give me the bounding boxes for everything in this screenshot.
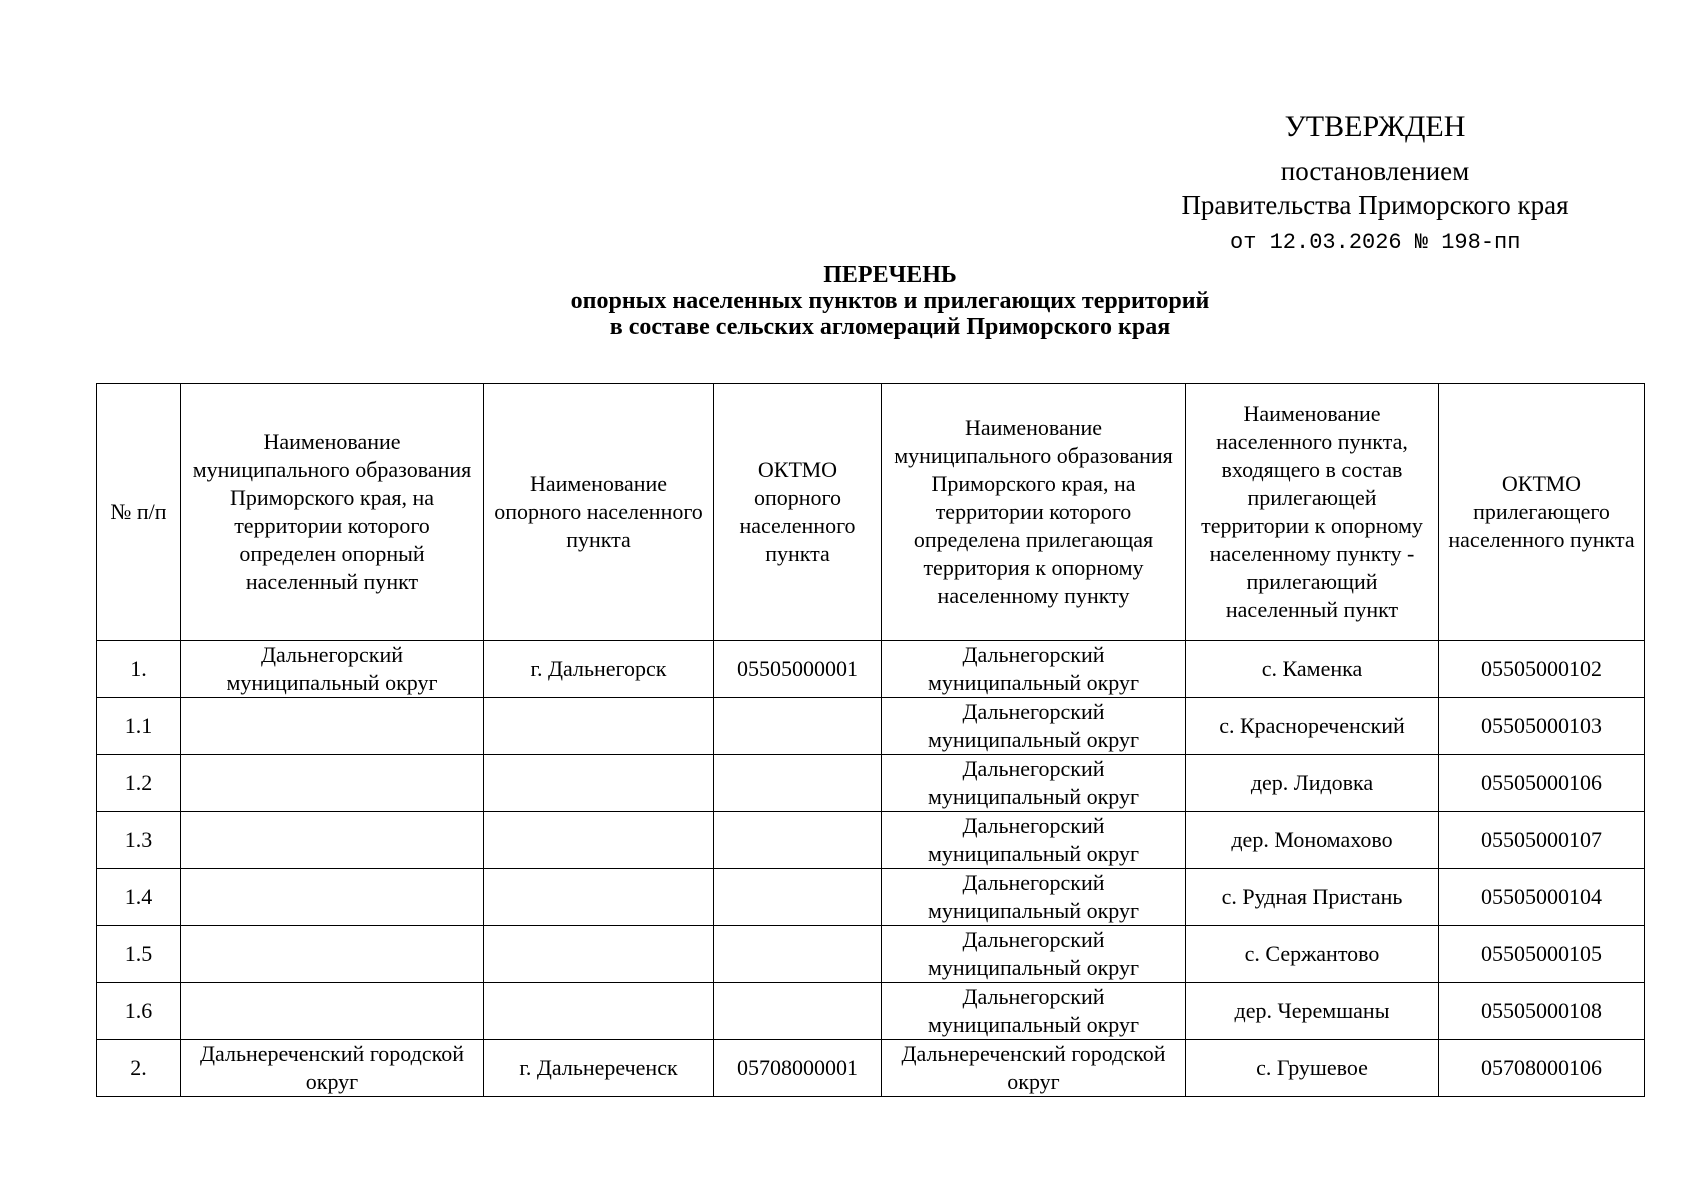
cell-num: 1. — [97, 641, 181, 698]
cell-num: 2. — [97, 1040, 181, 1097]
cell-adjacent-name: дер. Черемшаны — [1186, 983, 1439, 1040]
cell-adjacent-name: с. Краснореченский — [1186, 698, 1439, 755]
cell-municipality — [181, 926, 484, 983]
cell-adjacent-oktmo: 05708000106 — [1439, 1040, 1645, 1097]
cell-num: 1.5 — [97, 926, 181, 983]
cell-hub-name: г. Дальнегорск — [484, 641, 714, 698]
table-row — [97, 926, 1645, 983]
approval-date-number: от 12.03.2026 № 198-пп — [1230, 230, 1521, 255]
document-title — [440, 262, 1340, 340]
cell-adjacent-oktmo: 05505000107 — [1439, 812, 1645, 869]
cell-hub-name — [484, 812, 714, 869]
header-municipality: Наименование муниципального образования Приморского края, на территории которого определен опорный населенный пункт — [181, 384, 484, 641]
cell-hub-oktmo — [714, 869, 882, 926]
table-row — [97, 698, 1645, 755]
title-line-1: ПЕРЕЧЕНЬ — [823, 262, 957, 288]
cell-adjacent-oktmo: 05505000108 — [1439, 983, 1645, 1040]
cell-adjacent-municipality: Дальнегорский муниципальный округ — [882, 926, 1186, 983]
table-header-row — [97, 384, 1645, 641]
cell-adjacent-name: дер. Мономахово — [1186, 812, 1439, 869]
cell-municipality: Дальнереченский городской округ — [181, 1040, 484, 1097]
cell-num: 1.6 — [97, 983, 181, 1040]
cell-hub-oktmo: 05708000001 — [714, 1040, 882, 1097]
cell-municipality: Дальнегорский муниципальный округ — [181, 641, 484, 698]
cell-hub-name — [484, 698, 714, 755]
header-adjacent-name: Наименование населенного пункта, входящего в состав прилегающей территории к опорному населенному пункту - прилегающий населенный пункт — [1186, 384, 1439, 641]
cell-adjacent-name: с. Каменка — [1186, 641, 1439, 698]
cell-adjacent-oktmo: 05505000102 — [1439, 641, 1645, 698]
settlements-table — [96, 383, 1645, 1097]
cell-municipality — [181, 755, 484, 812]
cell-hub-name — [484, 926, 714, 983]
cell-hub-oktmo — [714, 926, 882, 983]
table-row — [97, 1040, 1645, 1097]
approved-label: УТВЕРЖДЕН — [1284, 110, 1466, 143]
cell-municipality — [181, 698, 484, 755]
cell-adjacent-oktmo: 05505000103 — [1439, 698, 1645, 755]
approval-by: постановлением — [1280, 156, 1470, 186]
cell-adjacent-name: с. Грушевое — [1186, 1040, 1439, 1097]
cell-adjacent-municipality: Дальнегорский муниципальный округ — [882, 641, 1186, 698]
cell-adjacent-municipality: Дальнегорский муниципальный округ — [882, 983, 1186, 1040]
cell-adjacent-oktmo: 05505000104 — [1439, 869, 1645, 926]
cell-num: 1.1 — [97, 698, 181, 755]
cell-municipality — [181, 983, 484, 1040]
approval-authority: Правительства Приморского края — [1181, 190, 1569, 220]
cell-adjacent-municipality: Дальнегорский муниципальный округ — [882, 812, 1186, 869]
cell-adjacent-municipality: Дальнереченский городской округ — [882, 1040, 1186, 1097]
header-adjacent-municipality: Наименование муниципального образования Приморского края, на территории которого определена прилегающая территория к опорному населенному пункту — [882, 384, 1186, 641]
cell-adjacent-oktmo: 05505000106 — [1439, 755, 1645, 812]
cell-num: 1.2 — [97, 755, 181, 812]
cell-adjacent-oktmo: 05505000105 — [1439, 926, 1645, 983]
header-num: № п/п — [97, 384, 181, 641]
table-row — [97, 755, 1645, 812]
cell-hub-name: г. Дальнереченск — [484, 1040, 714, 1097]
approval-stamp — [1160, 110, 1590, 260]
title-line-3: в составе сельских агломераций Приморского края — [609, 314, 1171, 340]
table-row — [97, 812, 1645, 869]
cell-municipality — [181, 812, 484, 869]
cell-num: 1.3 — [97, 812, 181, 869]
header-adjacent-oktmo: ОКТМО прилегающего населенного пункта — [1439, 384, 1645, 641]
cell-adjacent-name: с. Рудная Пристань — [1186, 869, 1439, 926]
table-row — [97, 641, 1645, 698]
cell-hub-name — [484, 755, 714, 812]
header-hub-name: Наименование опорного населенного пункта — [484, 384, 714, 641]
cell-municipality — [181, 869, 484, 926]
cell-hub-name — [484, 869, 714, 926]
cell-hub-oktmo — [714, 755, 882, 812]
cell-hub-oktmo — [714, 812, 882, 869]
header-hub-oktmo: ОКТМО опорного населенного пункта — [714, 384, 882, 641]
cell-adjacent-municipality: Дальнегорский муниципальный округ — [882, 755, 1186, 812]
cell-adjacent-municipality: Дальнегорский муниципальный округ — [882, 869, 1186, 926]
cell-hub-oktmo: 05505000001 — [714, 641, 882, 698]
cell-adjacent-name: с. Сержантово — [1186, 926, 1439, 983]
title-line-2: опорных населенных пунктов и прилегающих территорий — [570, 288, 1210, 314]
cell-hub-name — [484, 983, 714, 1040]
cell-adjacent-municipality: Дальнегорский муниципальный округ — [882, 698, 1186, 755]
table-row — [97, 983, 1645, 1040]
cell-hub-oktmo — [714, 983, 882, 1040]
cell-hub-oktmo — [714, 698, 882, 755]
table-row — [97, 869, 1645, 926]
cell-num: 1.4 — [97, 869, 181, 926]
cell-adjacent-name: дер. Лидовка — [1186, 755, 1439, 812]
